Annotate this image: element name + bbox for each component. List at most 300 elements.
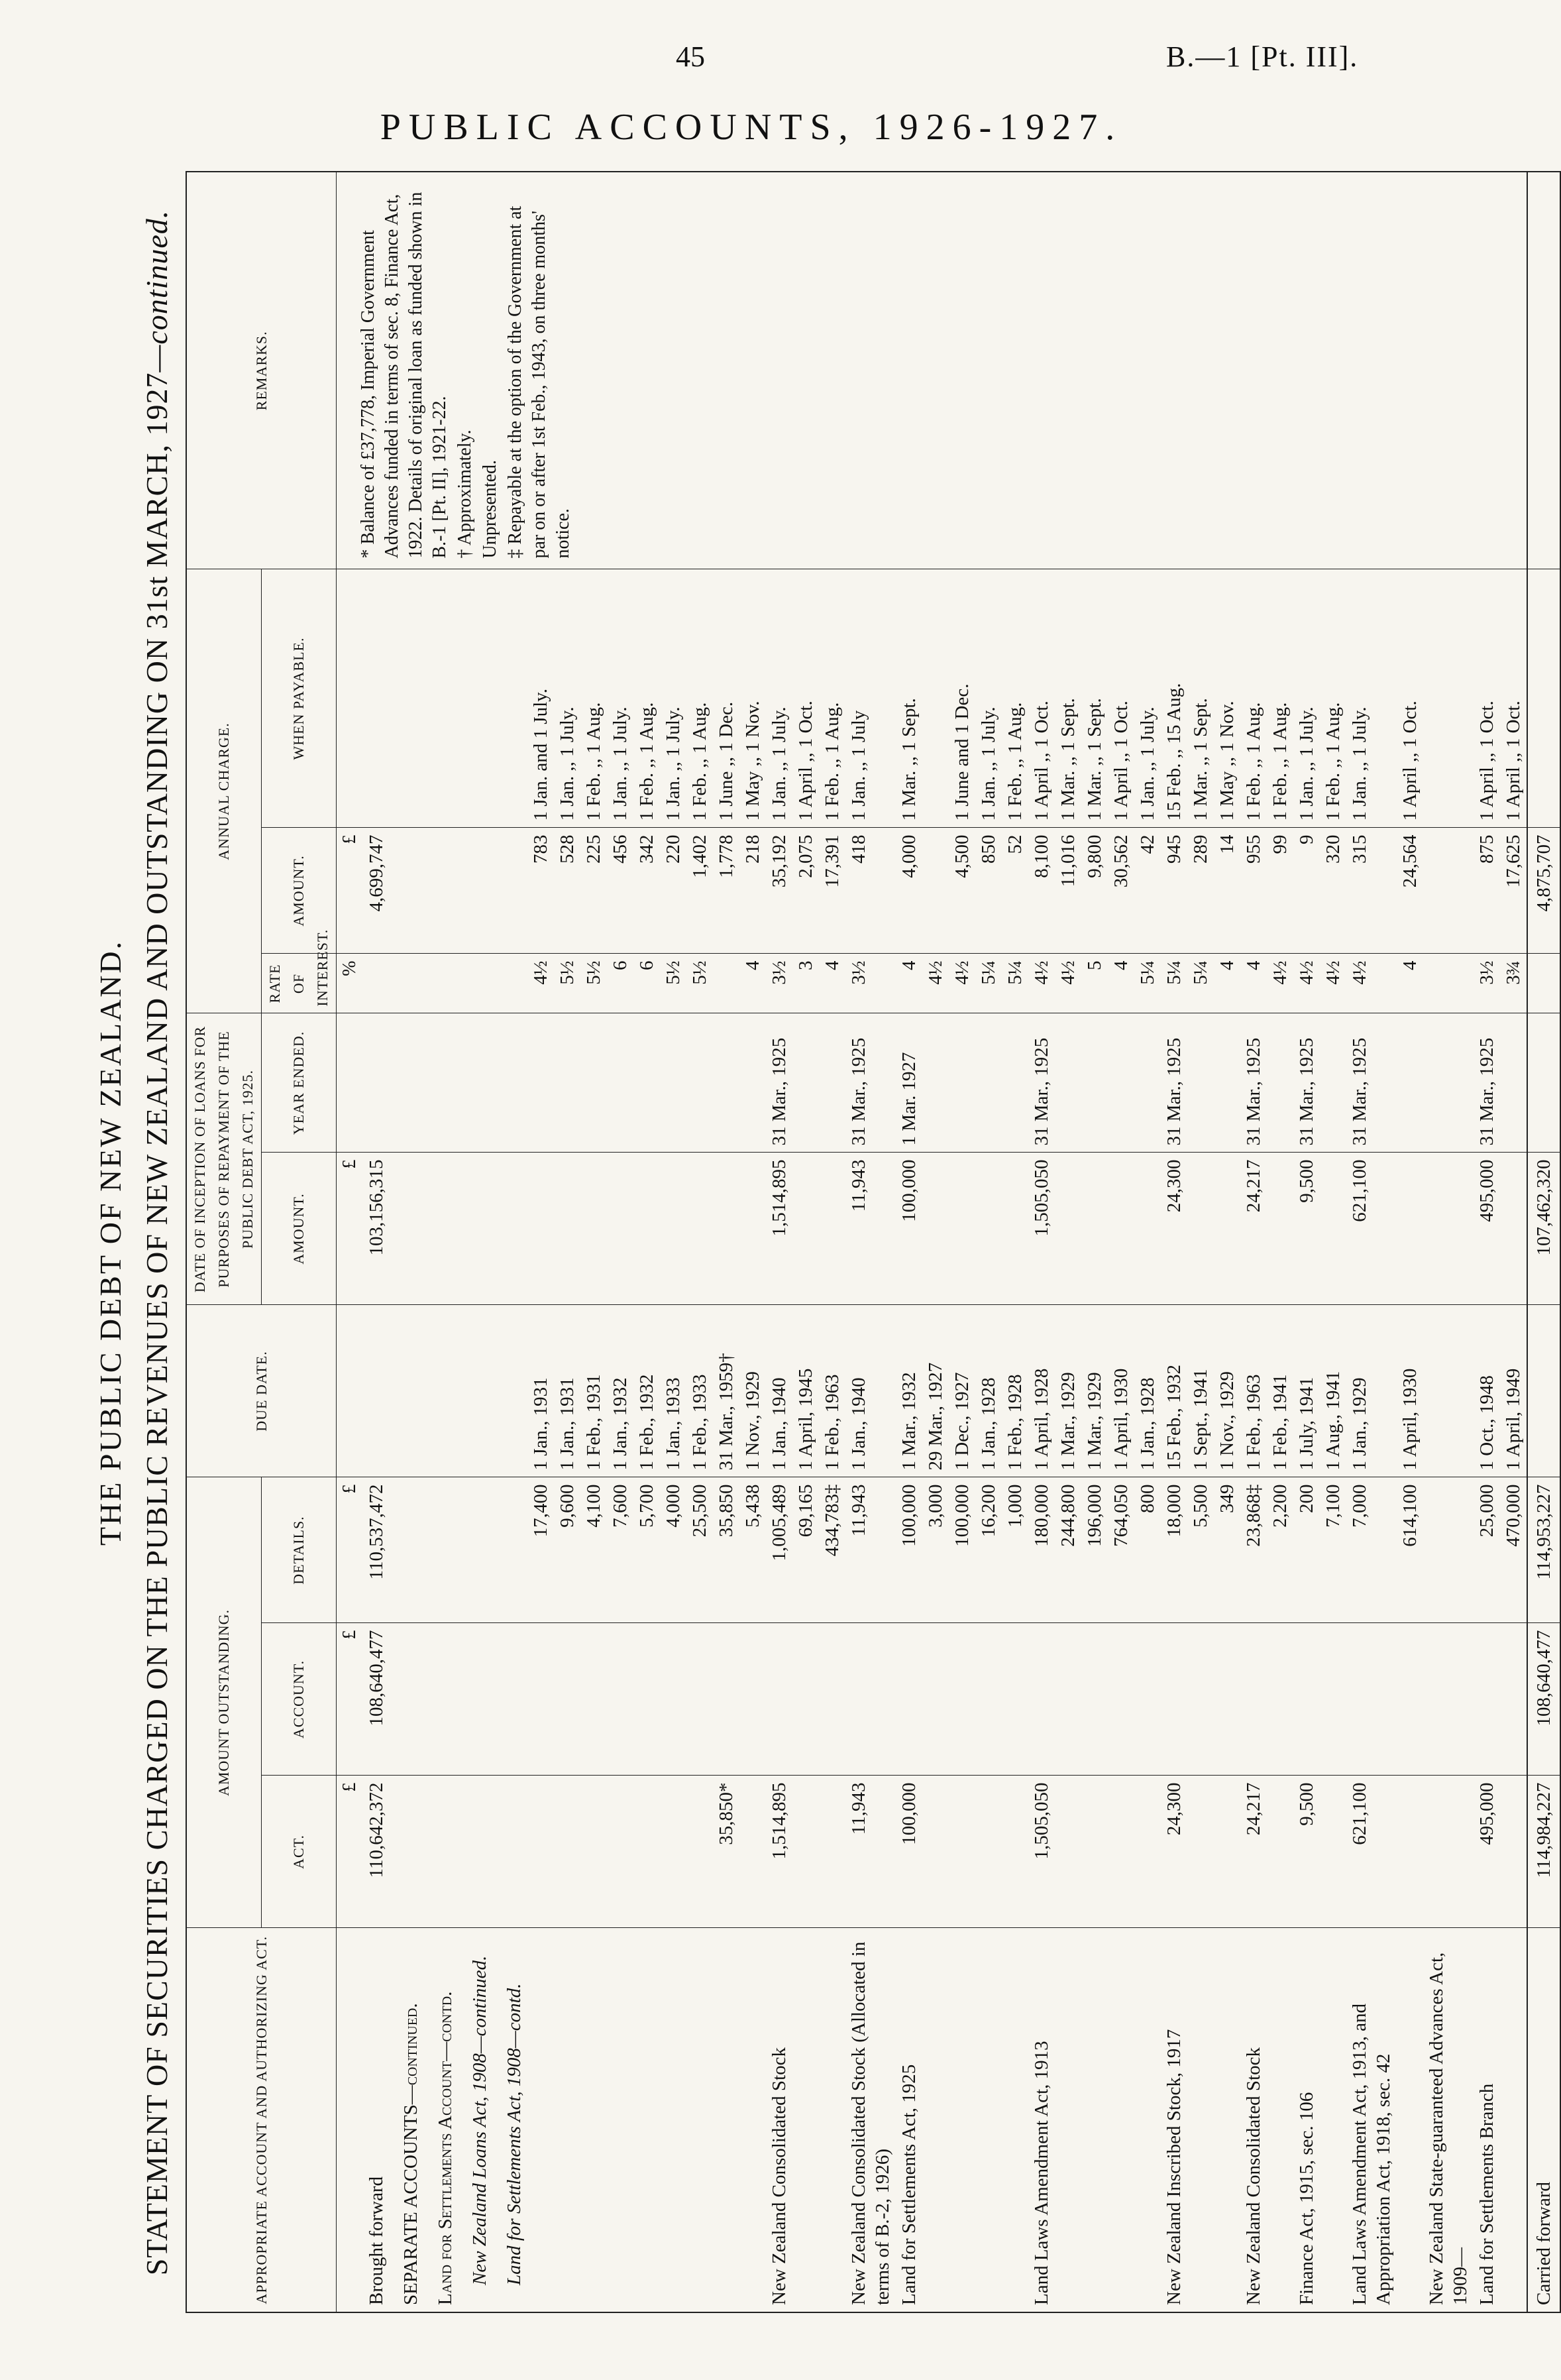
row-label	[527, 1928, 554, 2312]
row-when-payable: 1 Mar. ,, 1 Sept.	[1187, 569, 1214, 828]
row-charge-amount	[922, 828, 949, 954]
row-inception-year	[1134, 1013, 1161, 1153]
row-details: 11,943	[845, 1477, 896, 1623]
row-charge-amount	[1423, 828, 1474, 954]
header-account-col: ACCOUNT.	[262, 1623, 337, 1776]
row-when-payable: 1 Feb. ,, 1 Aug.	[819, 569, 845, 828]
row-when-payable: 1 April ,, 1 Oct.	[1474, 569, 1500, 828]
row-account	[1134, 1623, 1161, 1776]
row-label	[975, 1928, 1002, 2312]
row-account	[1055, 1623, 1081, 1776]
row-act: 495,000	[1474, 1776, 1500, 1928]
row-label: Land Laws Amendment Act, 1913	[1028, 1928, 1055, 2312]
row-inception-amount	[922, 1153, 949, 1305]
row-inception-amount	[949, 1153, 975, 1305]
row-due-date: 1 Dec., 1927	[949, 1305, 975, 1477]
row-act	[1267, 1776, 1293, 1928]
row-charge-amount: 418	[845, 828, 896, 954]
row-when-payable: 1 Jan. ,, 1 July	[845, 569, 896, 828]
row-act: 100,000	[896, 1776, 922, 1928]
row-label	[660, 1928, 686, 2312]
row-label	[922, 1928, 949, 2312]
row-charge-amount: 1,778	[713, 828, 739, 954]
row-when-payable: 1 Jan. ,, 1 July.	[1293, 569, 1320, 828]
row-details: 614,100	[1397, 1477, 1423, 1623]
row-label	[1320, 1928, 1346, 2312]
row-charge-amount: 30,562	[1108, 828, 1134, 954]
row-charge-amount: 42	[1134, 828, 1161, 954]
row-inception-year	[1187, 1013, 1214, 1153]
unit-pound: £	[337, 1623, 364, 1776]
row-when-payable: 1 Jan. ,, 1 July.	[660, 569, 686, 828]
row-rate: 4	[739, 954, 766, 1013]
row-label	[686, 1928, 713, 2312]
row-details: 3,000	[922, 1477, 949, 1623]
row-due-date: 1 Feb., 1932	[633, 1305, 660, 1477]
row-due-date: 1 Jan., 1928	[1134, 1305, 1161, 1477]
row-details: 196,000	[1081, 1477, 1108, 1623]
row-rate: 5½	[686, 954, 713, 1013]
header-amount-outstanding: AMOUNT OUTSTANDING.	[186, 1477, 262, 1928]
unit-pound: £	[337, 828, 364, 954]
row-when-payable: 1 Feb. ,, 1 Aug.	[1240, 569, 1267, 828]
row-details: 244,800	[1055, 1477, 1081, 1623]
row-rate: 4½	[1320, 954, 1346, 1013]
row-details: 18,000	[1161, 1477, 1187, 1623]
row-when-payable: 1 Jan. and 1 July.	[527, 569, 554, 828]
row-details: 200	[1293, 1477, 1320, 1623]
row-act	[739, 1776, 766, 1928]
row-act	[686, 1776, 713, 1928]
row-rate: 5¼	[975, 954, 1002, 1013]
row-account	[713, 1623, 739, 1776]
row-due-date: 1 Mar., 1929	[1081, 1305, 1108, 1477]
row-rate: 4	[1397, 954, 1423, 1013]
row-details: 35,850	[713, 1477, 739, 1623]
header-charge-amount: AMOUNT.	[262, 828, 337, 954]
row-details: 25,000	[1474, 1477, 1500, 1623]
row-details: 100,000	[949, 1477, 975, 1623]
row-charge-amount: 35,192	[766, 828, 792, 954]
row-inception-amount: 495,000	[1474, 1153, 1500, 1305]
row-charge-amount: 24,564	[1397, 828, 1423, 954]
row-account	[1108, 1623, 1134, 1776]
row-account	[739, 1623, 766, 1776]
row-details: 4,100	[580, 1477, 607, 1623]
row-label	[1002, 1928, 1028, 2312]
row-when-payable: 15 Feb. ,, 15 Aug.	[1161, 569, 1187, 828]
row-rate: 4½	[1028, 954, 1055, 1013]
row-due-date: 1 Nov., 1929	[1214, 1305, 1240, 1477]
row-account	[819, 1623, 845, 1776]
row-details: 800	[1134, 1477, 1161, 1623]
row-when-payable: 1 Jan. ,, 1 July.	[1346, 569, 1397, 828]
row-due-date: 1 April, 1945	[792, 1305, 819, 1477]
row-act	[1320, 1776, 1346, 1928]
row-account	[633, 1623, 660, 1776]
row-act	[1214, 1776, 1240, 1928]
row-label: Brought forward	[363, 1928, 390, 2312]
row-due-date: 1 Jan., 1932	[607, 1305, 633, 1477]
row-label	[1134, 1928, 1161, 2312]
row-inception-year	[607, 1013, 633, 1153]
row-due-date: 1 April, 1930	[1108, 1305, 1134, 1477]
row-label: New Zealand Consolidated Stock	[1240, 1928, 1267, 2312]
row-inception-year	[1055, 1013, 1081, 1153]
row-inception-year: 31 Mar., 1925	[1028, 1013, 1055, 1153]
row-inception-amount	[1397, 1153, 1423, 1305]
row-inception-year	[922, 1013, 949, 1153]
row-act	[1002, 1776, 1028, 1928]
row-rate: 3½	[845, 954, 896, 1013]
row-when-payable	[363, 569, 390, 828]
row-inception-year: 1 Mar. 1927	[896, 1013, 922, 1153]
row-inception-amount: 24,217	[1240, 1153, 1267, 1305]
row-inception-amount	[607, 1153, 633, 1305]
remark-note: ‡ Repayable at the option of the Government at par on or after 1st Feb., 1943, on three months' notice.	[505, 205, 573, 559]
row-rate: 5¼	[1002, 954, 1028, 1013]
row-act	[607, 1776, 633, 1928]
row-account	[922, 1623, 949, 1776]
row-due-date: 1 Feb., 1931	[580, 1305, 607, 1477]
row-account	[1240, 1623, 1267, 1776]
row-details: 17,400	[527, 1477, 554, 1623]
row-rate: 5¼	[1161, 954, 1187, 1013]
row-rate: 3½	[766, 954, 792, 1013]
row-inception-year: 31 Mar., 1925	[1240, 1013, 1267, 1153]
row-account	[1002, 1623, 1028, 1776]
row-details: 23,868‡	[1240, 1477, 1267, 1623]
row-inception-amount: 11,943	[845, 1153, 896, 1305]
row-inception-year	[363, 1013, 390, 1153]
row-account	[554, 1623, 580, 1776]
row-due-date: 1 Sept., 1941	[1187, 1305, 1214, 1477]
row-details: 5,500	[1187, 1477, 1214, 1623]
row-label	[1267, 1928, 1293, 2312]
row-account	[1161, 1623, 1187, 1776]
row-when-payable: 1 April ,, 1 Oct.	[1500, 569, 1527, 828]
row-details: 100,000	[896, 1477, 922, 1623]
row-label	[1055, 1928, 1081, 2312]
subtitle-text: STATEMENT OF SECURITIES CHARGED ON THE PUBLIC REVENUES OF NEW ZEALAND AND OUTSTANDING ON 31st MARCH, 1927	[140, 372, 174, 2276]
row-inception-year: 31 Mar., 1925	[1474, 1013, 1500, 1153]
row-act	[633, 1776, 660, 1928]
row-inception-amount: 621,100	[1346, 1153, 1397, 1305]
row-account	[1028, 1623, 1055, 1776]
row-label	[607, 1928, 633, 2312]
row-rate: 4	[1108, 954, 1134, 1013]
row-label: New Zealand Inscribed Stock, 1917	[1161, 1928, 1187, 2312]
row-when-payable: 1 Jan. ,, 1 July.	[1134, 569, 1161, 828]
row-inception-year	[949, 1013, 975, 1153]
row-due-date: 1 Feb., 1963	[1240, 1305, 1267, 1477]
row-act	[922, 1776, 949, 1928]
row-inception-amount	[792, 1153, 819, 1305]
row-inception-year	[527, 1013, 554, 1153]
row-rate: 4½	[1346, 954, 1397, 1013]
row-account: 108,640,477	[363, 1623, 390, 1776]
header-when-payable: WHEN PAYABLE.	[262, 569, 337, 828]
row-rate: 5	[1081, 954, 1108, 1013]
row-label	[633, 1928, 660, 2312]
row-inception-year	[660, 1013, 686, 1153]
row-charge-amount: 1,402	[686, 828, 713, 954]
remark-note: † Approximately.	[455, 429, 475, 559]
row-due-date: 1 Mar., 1932	[896, 1305, 922, 1477]
row-charge-amount: 4,000	[896, 828, 922, 954]
row-act	[580, 1776, 607, 1928]
row-label	[949, 1928, 975, 2312]
row-inception-year	[975, 1013, 1002, 1153]
row-account	[580, 1623, 607, 1776]
row-details: 25,500	[686, 1477, 713, 1623]
row-charge-amount: 783	[527, 828, 554, 954]
row-when-payable: 1 Feb. ,, 1 Aug.	[1002, 569, 1028, 828]
row-charge-amount: 289	[1187, 828, 1214, 954]
row-rate: 4½	[922, 954, 949, 1013]
carried-forward-act: 114,984,227	[1527, 1776, 1560, 1928]
row-due-date: 1 Jan., 1940	[845, 1305, 896, 1477]
row-act: 9,500	[1293, 1776, 1320, 1928]
row-label	[1397, 1928, 1423, 2312]
row-act	[1055, 1776, 1081, 1928]
row-details: 470,000	[1500, 1477, 1527, 1623]
section-heading: Land for Settlements Account—contd.	[424, 1928, 458, 2312]
carried-forward-inception-amount: 107,462,320	[1527, 1153, 1560, 1305]
row-charge-amount: 17,625	[1500, 828, 1527, 954]
row-when-payable: 1 Mar. ,, 1 Sept.	[896, 569, 922, 828]
row-label	[1108, 1928, 1134, 2312]
row-when-payable: 1 Jan. ,, 1 July.	[766, 569, 792, 828]
row-label	[1214, 1928, 1240, 2312]
row-label: New Zealand State-guaranteed Advances Act, 1909—	[1423, 1928, 1474, 2312]
row-details: 4,000	[660, 1477, 686, 1623]
row-inception-amount	[739, 1153, 766, 1305]
row-inception-amount	[819, 1153, 845, 1305]
row-details: 1,005,489	[766, 1477, 792, 1623]
row-inception-amount: 1,505,050	[1028, 1153, 1055, 1305]
row-inception-year: 31 Mar., 1925	[1346, 1013, 1397, 1153]
row-account	[766, 1623, 792, 1776]
row-rate: 5½	[660, 954, 686, 1013]
row-rate: 4½	[527, 954, 554, 1013]
row-details: 110,537,472	[363, 1477, 390, 1623]
row-inception-amount	[686, 1153, 713, 1305]
row-charge-amount: 220	[660, 828, 686, 954]
row-when-payable: 1 Jan. ,, 1 July.	[554, 569, 580, 828]
unit-pound: £	[337, 1776, 364, 1928]
row-act: 621,100	[1346, 1776, 1397, 1928]
header-due-date: DUE DATE.	[186, 1305, 337, 1477]
row-act	[819, 1776, 845, 1928]
row-charge-amount: 2,075	[792, 828, 819, 954]
row-act	[949, 1776, 975, 1928]
row-when-payable: 1 June ,, 1 Dec.	[713, 569, 739, 828]
row-charge-amount: 225	[580, 828, 607, 954]
row-when-payable: 1 Jan. ,, 1 July.	[607, 569, 633, 828]
row-inception-year	[580, 1013, 607, 1153]
row-act	[1500, 1776, 1527, 1928]
row-act	[975, 1776, 1002, 1928]
row-due-date: 1 Mar., 1929	[1055, 1305, 1081, 1477]
row-act	[1397, 1776, 1423, 1928]
row-due-date: 1 Feb., 1941	[1267, 1305, 1293, 1477]
row-act	[527, 1776, 554, 1928]
row-inception-amount	[1187, 1153, 1214, 1305]
row-account	[660, 1623, 686, 1776]
row-details: 2,200	[1267, 1477, 1293, 1623]
row-inception-year	[1081, 1013, 1108, 1153]
row-inception-year	[713, 1013, 739, 1153]
header-act-col: ACT.	[262, 1776, 337, 1928]
row-label: Land Laws Amendment Act, 1913, and Appropriation Act, 1918, sec. 42	[1346, 1928, 1397, 2312]
row-charge-amount: 8,100	[1028, 828, 1055, 954]
row-charge-amount: 528	[554, 828, 580, 954]
row-label	[1500, 1928, 1527, 2312]
row-charge-amount: 9	[1293, 828, 1320, 954]
row-rate	[713, 954, 739, 1013]
row-when-payable	[922, 569, 949, 828]
row-details: 69,165	[792, 1477, 819, 1623]
row-charge-amount: 218	[739, 828, 766, 954]
row-rate: 4	[1214, 954, 1240, 1013]
row-inception-amount	[633, 1153, 660, 1305]
row-act: 11,943	[845, 1776, 896, 1928]
header-rate: RATE OF INTEREST.	[262, 954, 337, 1013]
row-when-payable: 1 April ,, 1 Oct.	[1108, 569, 1134, 828]
row-due-date: 1 Jan., 1940	[766, 1305, 792, 1477]
row-act	[1108, 1776, 1134, 1928]
row-label	[713, 1928, 739, 2312]
row-charge-amount: 955	[1240, 828, 1267, 954]
row-due-date: 1 Oct., 1948	[1474, 1305, 1500, 1477]
row-label	[1081, 1928, 1108, 2312]
row-when-payable: 1 April ,, 1 Oct.	[1028, 569, 1055, 828]
carried-forward-details: 114,953,227	[1527, 1477, 1560, 1623]
row-inception-year	[633, 1013, 660, 1153]
row-when-payable: 1 May ,, 1 Nov.	[1214, 569, 1240, 828]
row-when-payable: 1 May ,, 1 Nov.	[739, 569, 766, 828]
header-inception-year: YEAR ENDED.	[262, 1013, 337, 1153]
row-when-payable: 1 Mar. ,, 1 Sept.	[1081, 569, 1108, 828]
row-account	[1187, 1623, 1214, 1776]
row-charge-amount: 9,800	[1081, 828, 1108, 954]
row-rate: 5½	[580, 954, 607, 1013]
row-due-date: 15 Feb., 1932	[1161, 1305, 1187, 1477]
row-account	[949, 1623, 975, 1776]
row-label: New Zealand Consolidated Stock	[766, 1928, 792, 2312]
row-act: 24,300	[1161, 1776, 1187, 1928]
row-inception-year	[1397, 1013, 1423, 1153]
row-rate: 4	[1240, 954, 1267, 1013]
row-due-date: 1 Feb., 1928	[1002, 1305, 1028, 1477]
row-charge-amount: 17,391	[819, 828, 845, 954]
row-label: Land for Settlements Act, 1925	[896, 1928, 922, 2312]
row-account	[1474, 1623, 1500, 1776]
row-due-date	[1423, 1305, 1474, 1477]
row-account	[845, 1623, 896, 1776]
row-inception-amount	[1055, 1153, 1081, 1305]
row-charge-amount: 945	[1161, 828, 1187, 954]
row-details: 9,600	[554, 1477, 580, 1623]
row-act: 1,505,050	[1028, 1776, 1055, 1928]
row-account	[1267, 1623, 1293, 1776]
row-when-payable: 1 Jan. ,, 1 July.	[975, 569, 1002, 828]
row-inception-amount	[527, 1153, 554, 1305]
unit-row	[337, 172, 364, 2312]
row-inception-year	[1267, 1013, 1293, 1153]
row-inception-amount	[1002, 1153, 1028, 1305]
row-act: 1,514,895	[766, 1776, 792, 1928]
row-label	[819, 1928, 845, 2312]
row-due-date: 1 Jan., 1928	[975, 1305, 1002, 1477]
row-inception-amount	[580, 1153, 607, 1305]
row-due-date: 1 Nov., 1929	[739, 1305, 766, 1477]
row-inception-amount	[1500, 1153, 1527, 1305]
row-when-payable	[1423, 569, 1474, 828]
row-rate: 4	[819, 954, 845, 1013]
row-charge-amount: 52	[1002, 828, 1028, 954]
row-rate: 4½	[949, 954, 975, 1013]
debt-table	[186, 171, 1561, 2313]
rotated-table-stage	[80, 172, 1554, 2313]
row-rate	[363, 954, 390, 1013]
row-details: 434,783‡	[819, 1477, 845, 1623]
row-inception-year: 31 Mar., 1925	[1161, 1013, 1187, 1153]
row-due-date: 1 April, 1930	[1397, 1305, 1423, 1477]
row-due-date	[363, 1305, 390, 1477]
row-charge-amount: 14	[1214, 828, 1240, 954]
row-details: 5,438	[739, 1477, 766, 1623]
row-act: 24,217	[1240, 1776, 1267, 1928]
row-label: Finance Act, 1915, sec. 106	[1293, 1928, 1320, 2312]
row-details	[1423, 1477, 1474, 1623]
row-inception-year: 31 Mar., 1925	[766, 1013, 792, 1153]
table-subtitle	[139, 172, 174, 2313]
row-charge-amount: 315	[1346, 828, 1397, 954]
remark-note: Unpresented.	[480, 459, 500, 559]
row-inception-year	[1423, 1013, 1474, 1153]
remarks-cell	[337, 172, 1528, 569]
row-act	[1081, 1776, 1108, 1928]
row-inception-amount	[1081, 1153, 1108, 1305]
carried-forward-row	[1527, 172, 1560, 2312]
unit-pound: £	[337, 1477, 364, 1623]
header-inception: DATE OF INCEPTION OF LOANS FOR PURPOSES OF REPAYMENT OF THE PUBLIC DEBT ACT, 1925.	[186, 1013, 262, 1305]
header-details-col: DETAILS.	[262, 1477, 337, 1623]
section-heading: New Zealand Loans Act, 1908—continued.	[458, 1928, 493, 2312]
row-act	[1187, 1776, 1214, 1928]
row-rate: 3	[792, 954, 819, 1013]
header-remarks: REMARKS.	[186, 172, 337, 569]
row-label	[580, 1928, 607, 2312]
row-account	[1397, 1623, 1423, 1776]
row-due-date: 1 July, 1941	[1293, 1305, 1320, 1477]
header-annual-charge: ANNUAL CHARGE.	[186, 569, 262, 1013]
row-inception-amount	[1134, 1153, 1161, 1305]
row-inception-year	[686, 1013, 713, 1153]
row-act	[1423, 1776, 1474, 1928]
unit-pound: £	[337, 1153, 364, 1305]
row-inception-amount	[660, 1153, 686, 1305]
unit-percent: %	[337, 954, 364, 1013]
row-due-date: 1 April, 1949	[1500, 1305, 1527, 1477]
table-title: THE PUBLIC DEBT OF NEW ZEALAND.	[93, 939, 127, 1546]
row-charge-amount: 850	[975, 828, 1002, 954]
row-label: Land for Settlements Branch	[1474, 1928, 1500, 2312]
row-charge-amount: 4,500	[949, 828, 975, 954]
row-label	[554, 1928, 580, 2312]
